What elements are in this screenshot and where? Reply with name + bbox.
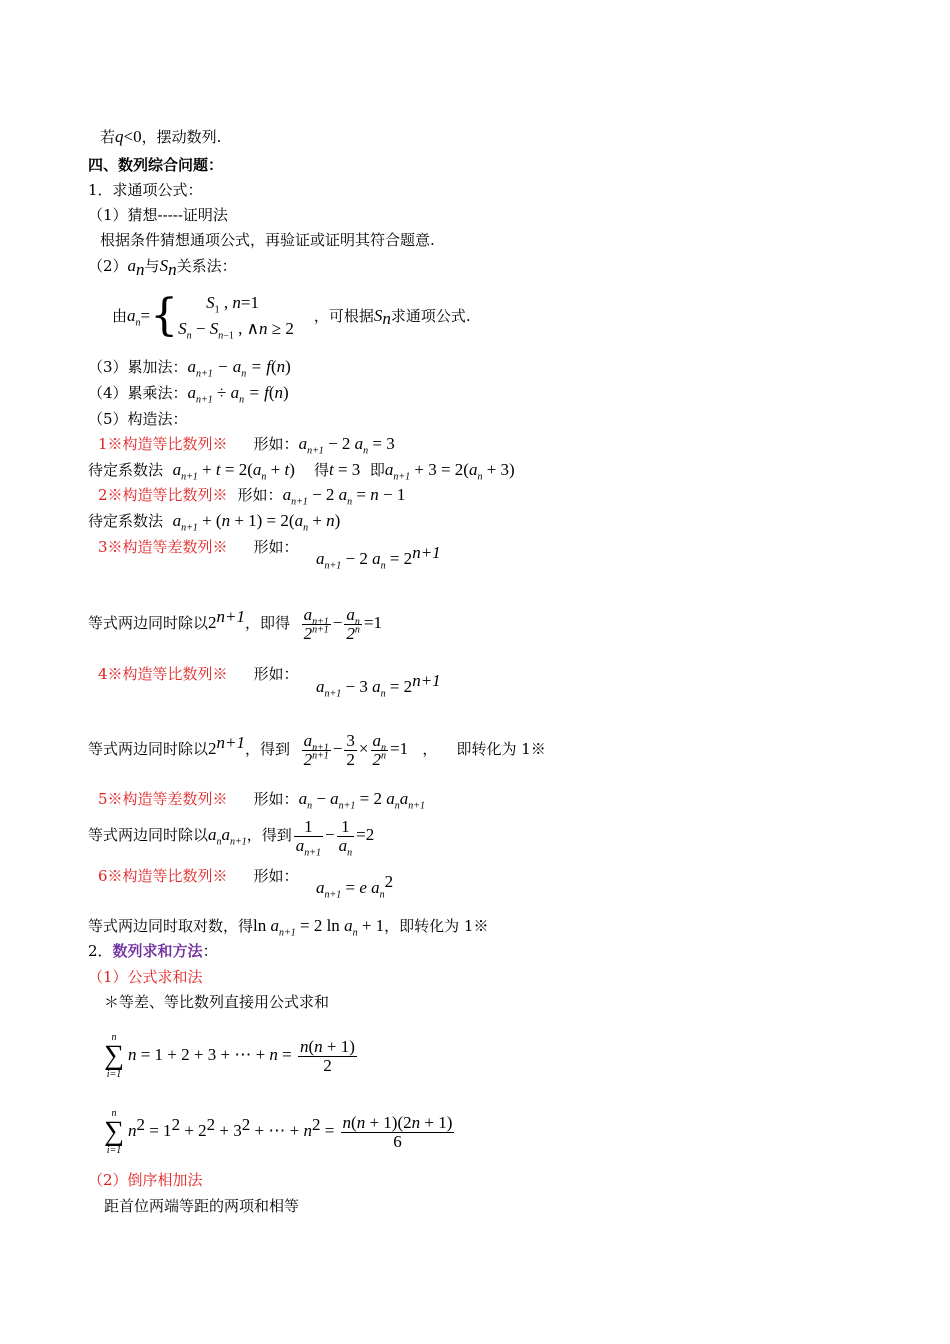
method-5: （5）构造法：: [88, 410, 188, 428]
text: 若: [100, 128, 116, 146]
section-heading: 四、数列综合问题：: [88, 156, 224, 174]
construct-1-desc: 待定系数法 $a_{n+1} + t = 2(a_n + t)$ 得t = 3 即$a_{n+1} + 3 = 2(a_n + 3)$: [88, 460, 515, 483]
construct-5: 5※构造等差数列※ 形如：$a_n - a_{n+1} = 2$ $a_na_{n+1}$: [98, 789, 425, 812]
construct-5-desc: 等式两边同时除以$a_na_{n+1}$，得到 $\frac{1}{a_{n+1}}$ − $\frac{1}{a_n}$ =2: [88, 816, 375, 858]
construct-4-desc: 等式两边同时除以$2^{n+1}$，得到 $\frac{a_{n+1}}{2^{n+1}}$ − $\frac{3}{2}$ × $\frac{a_n}{2^n}$ =1 ， 即转化为 1※: [88, 730, 546, 769]
construct-1: 1※构造等比数列※ 形如：$a_{n+1} - 2$ $a_n = 3$: [98, 434, 395, 457]
construct-6: 6※构造等比数列※ 形如：: [98, 867, 299, 885]
condition: q: [115, 127, 124, 146]
sum-method-1-desc: ＊等差、等比数列直接用公式求和: [104, 993, 330, 1011]
method-2-formula: 由$a_n=${ $S_1$ , n=1 $S_n - S_{n-1}$ , ∧n ≥ 2 ，可根据$S_n$求通项公式.: [112, 290, 471, 342]
construct-4-formula: $a_{n+1} - 3$ $a_n = 2^{n+1}$: [316, 671, 441, 700]
construct-3: 3※构造等差数列※ 形如：: [98, 538, 299, 556]
construct-3-formula: $a_{n+1} - 2$ $a_n = 2^{n+1}$: [316, 543, 441, 572]
construct-4: 4※构造等比数列※ 形如：: [98, 665, 299, 683]
line-swing: 若q<0，摆动数列.: [100, 127, 222, 146]
method-2: $(2)a_n$与$S_n$关系法：: [88, 256, 237, 279]
sum-method-1: （1）公式求和法: [88, 968, 203, 986]
method-1-desc: 根据条件猜想通项公式，再验证或证明其符合题意.: [100, 231, 435, 249]
construct-3-desc: 等式两边同时除以$2^{n+1}$，即得 $\frac{a_{n+1}}{2^{n+1}}$ − $\frac{a_n}{2^n}$ =1: [88, 604, 382, 643]
sum-formula-2: n ∑ i=1 $n^2 = 1^2 + 2^2 + 3^2$ + ⋯ + $n^2$ = $\frac{n(n + 1)(2n + 1)}{6}$: [104, 1108, 453, 1156]
sum-formula-1: n ∑ i=1 n = 1 + 2 + 3 + ⋯ + n = $\frac{n(n + 1)}{2}$: [104, 1032, 355, 1080]
sum-method-2: （2）倒序相加法: [88, 1171, 203, 1189]
construct-6-desc: 等式两边同时取对数，得$\ln a_{n+1} = 2$ $\ln a_n + 1$，即转化为 1※: [88, 916, 489, 939]
construct-6-formula: $a_{n+1} = e$ $a_n^2$: [316, 872, 394, 901]
construct-2: 2※构造等比数列※ 形如：$a_{n+1} - 2$ $a_n = n - 1$: [98, 485, 406, 508]
construct-2-desc: 待定系数法 $a_{n+1} + (n + 1) = 2(a_n + n)$: [88, 511, 341, 534]
subheading-summation: 2．数列求和方法：: [88, 942, 218, 960]
sum-method-2-desc: 距首位两端等距的两项和相等: [104, 1197, 300, 1215]
method-1: （1）猜想-----证明法: [88, 206, 228, 224]
method-4: （4）累乘法：$a_{n+1} \div a_n = f(n)$: [88, 383, 289, 406]
piecewise-cases: $S_1$ , n=1 $S_n - S_{n-1}$ , ∧n ≥ 2: [178, 293, 294, 342]
subheading-general-term: 1．求通项公式：: [88, 181, 203, 199]
method-3: （3）累加法：$a_{n+1} - a_n = f(n)$: [88, 357, 291, 380]
text: ，摆动数列.: [141, 128, 222, 146]
